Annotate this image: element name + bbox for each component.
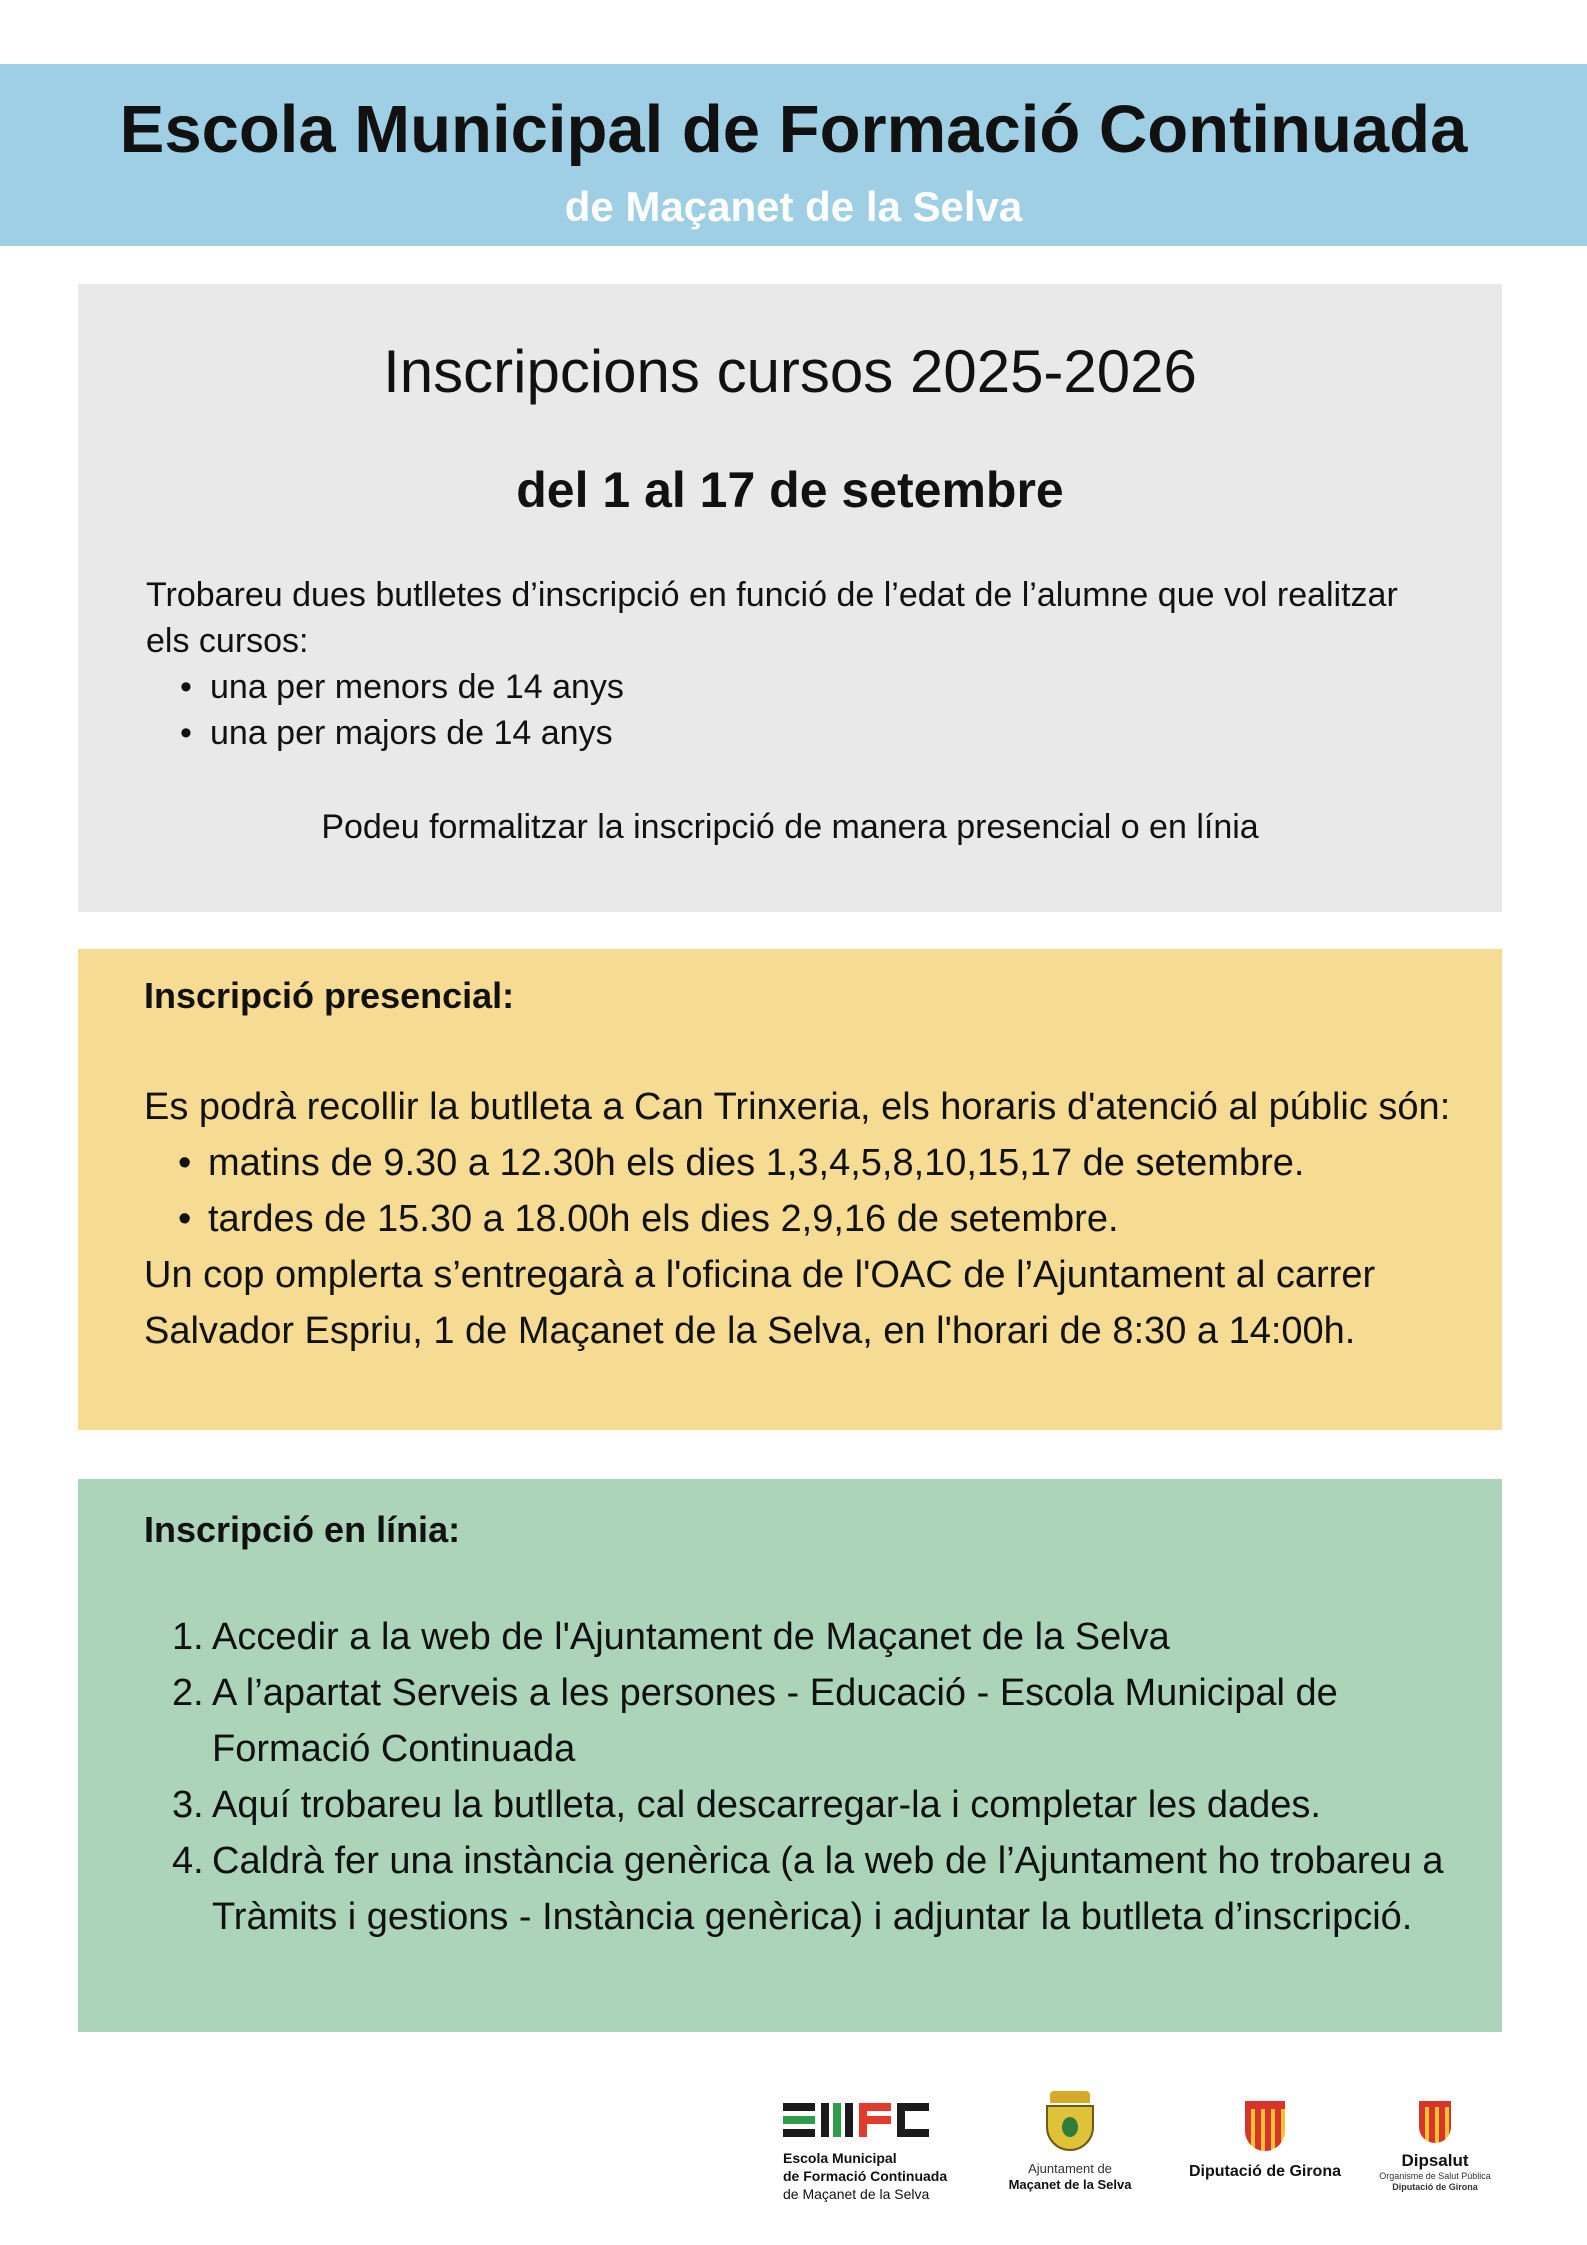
list-item-text: una per majors de 14 anys xyxy=(210,714,613,752)
presencial-bullet-list xyxy=(144,1135,1464,1247)
intro-bullet-list xyxy=(146,664,1446,756)
bullet-icon: • xyxy=(180,668,192,706)
diputacio-label: Diputació de Girona xyxy=(1188,2163,1341,2180)
emfc-line2: de Formació Continuada xyxy=(783,2168,948,2184)
ajuntament-line2: Maçanet de la Selva xyxy=(1008,2177,1132,2192)
header-banner xyxy=(0,64,1587,246)
page-subtitle: de Maçanet de la Selva xyxy=(564,183,1023,230)
presencial-section xyxy=(78,949,1502,1430)
online-heading: Inscripció en línia: xyxy=(144,1509,461,1550)
emfc-mark-icon xyxy=(783,2103,983,2137)
list-item xyxy=(144,1665,1464,1777)
bullet-icon: • xyxy=(178,1198,192,1240)
intro-text: Trobareu dues butlletes d’inscripció en funció de l’edat de l’alumne que vol realitzar els cursos: xyxy=(146,576,1398,660)
step-text: Accedir a la web de l'Ajuntament de Maçanet de la Selva xyxy=(212,1616,1170,1658)
presencial-text: Es podrà recollir la butlleta a Can Trinxeria, els horaris d'atenció al públic són: xyxy=(144,1086,1451,1128)
step-number: 3. xyxy=(172,1784,204,1826)
list-item xyxy=(144,1135,1464,1191)
list-item-text: matins de 9.30 a 12.30h els dies 1,3,4,5,8,10,15,17 de setembre. xyxy=(208,1142,1305,1184)
intro-section xyxy=(78,284,1502,912)
municipal-shield-icon xyxy=(1042,2091,1098,2153)
online-section xyxy=(78,1479,1502,2032)
bullet-icon: • xyxy=(180,714,192,752)
intro-closing: Podeu formalitzar la inscripció de manera presencial o en línia xyxy=(321,808,1259,846)
list-item xyxy=(144,1833,1464,1945)
presencial-closing: Un cop omplerta s’entregarà a l'oficina de l'OAC de l’Ajuntament al carrer Salvador Espriu, 1 de Maçanet de la Selva, en l'horari de 8:30 a 14:00h. xyxy=(144,1254,1376,1352)
diputacio-logo xyxy=(1180,2101,1350,2181)
online-steps-list xyxy=(144,1609,1464,1945)
intro-dates: del 1 al 17 de setembre xyxy=(516,462,1064,518)
step-text: Aquí trobareu la butlleta, cal descarregar-la i completar les dades. xyxy=(212,1784,1321,1826)
step-number: 2. xyxy=(172,1672,204,1714)
step-number: 4. xyxy=(172,1840,204,1882)
list-item xyxy=(144,1609,1464,1665)
ajuntament-line1: Ajuntament de xyxy=(1028,2161,1112,2176)
diputacio-shield-icon xyxy=(1245,2101,1285,2151)
step-number: 1. xyxy=(172,1616,204,1658)
emfc-logo xyxy=(783,2103,983,2203)
ajuntament-logo-text xyxy=(1000,2161,1140,2193)
list-item xyxy=(144,1777,1464,1833)
emfc-logo-text xyxy=(783,2149,983,2203)
list-item-text: una per menors de 14 anys xyxy=(210,668,624,706)
footer-logos xyxy=(0,2085,1587,2225)
emfc-line3: de Maçanet de la Selva xyxy=(783,2186,930,2202)
list-item xyxy=(146,664,1446,710)
dipsalut-shield-icon xyxy=(1419,2101,1451,2143)
presencial-heading: Inscripció presencial: xyxy=(144,975,515,1016)
list-item xyxy=(144,1191,1464,1247)
intro-text-block xyxy=(146,572,1446,756)
intro-title: Inscripcions cursos 2025-2026 xyxy=(383,338,1197,405)
presencial-body xyxy=(144,1079,1464,1359)
ajuntament-logo xyxy=(1000,2091,1140,2193)
step-text: A l’apartat Serveis a les persones - Educació - Escola Municipal de Formació Continuada xyxy=(212,1672,1338,1770)
list-item-text: tardes de 15.30 a 18.00h els dies 2,9,16 de setembre. xyxy=(208,1198,1119,1240)
dipsalut-title: Dipsalut xyxy=(1401,2151,1469,2170)
emfc-line1: Escola Municipal xyxy=(783,2150,897,2166)
page-title: Escola Municipal de Formació Continuada xyxy=(119,92,1468,167)
dipsalut-logo xyxy=(1370,2101,1500,2193)
dipsalut-sub2: Diputació de Girona xyxy=(1392,2182,1478,2192)
dipsalut-sub1: Organisme de Salut Pública xyxy=(1379,2171,1491,2181)
bullet-icon: • xyxy=(178,1142,192,1184)
step-text: Caldrà fer una instància genèrica (a la web de l’Ajuntament ho trobareu a Tràmits i gestions - Instància genèrica) i adjuntar la butlleta d’inscripció. xyxy=(212,1840,1444,1938)
list-item xyxy=(146,710,1446,756)
